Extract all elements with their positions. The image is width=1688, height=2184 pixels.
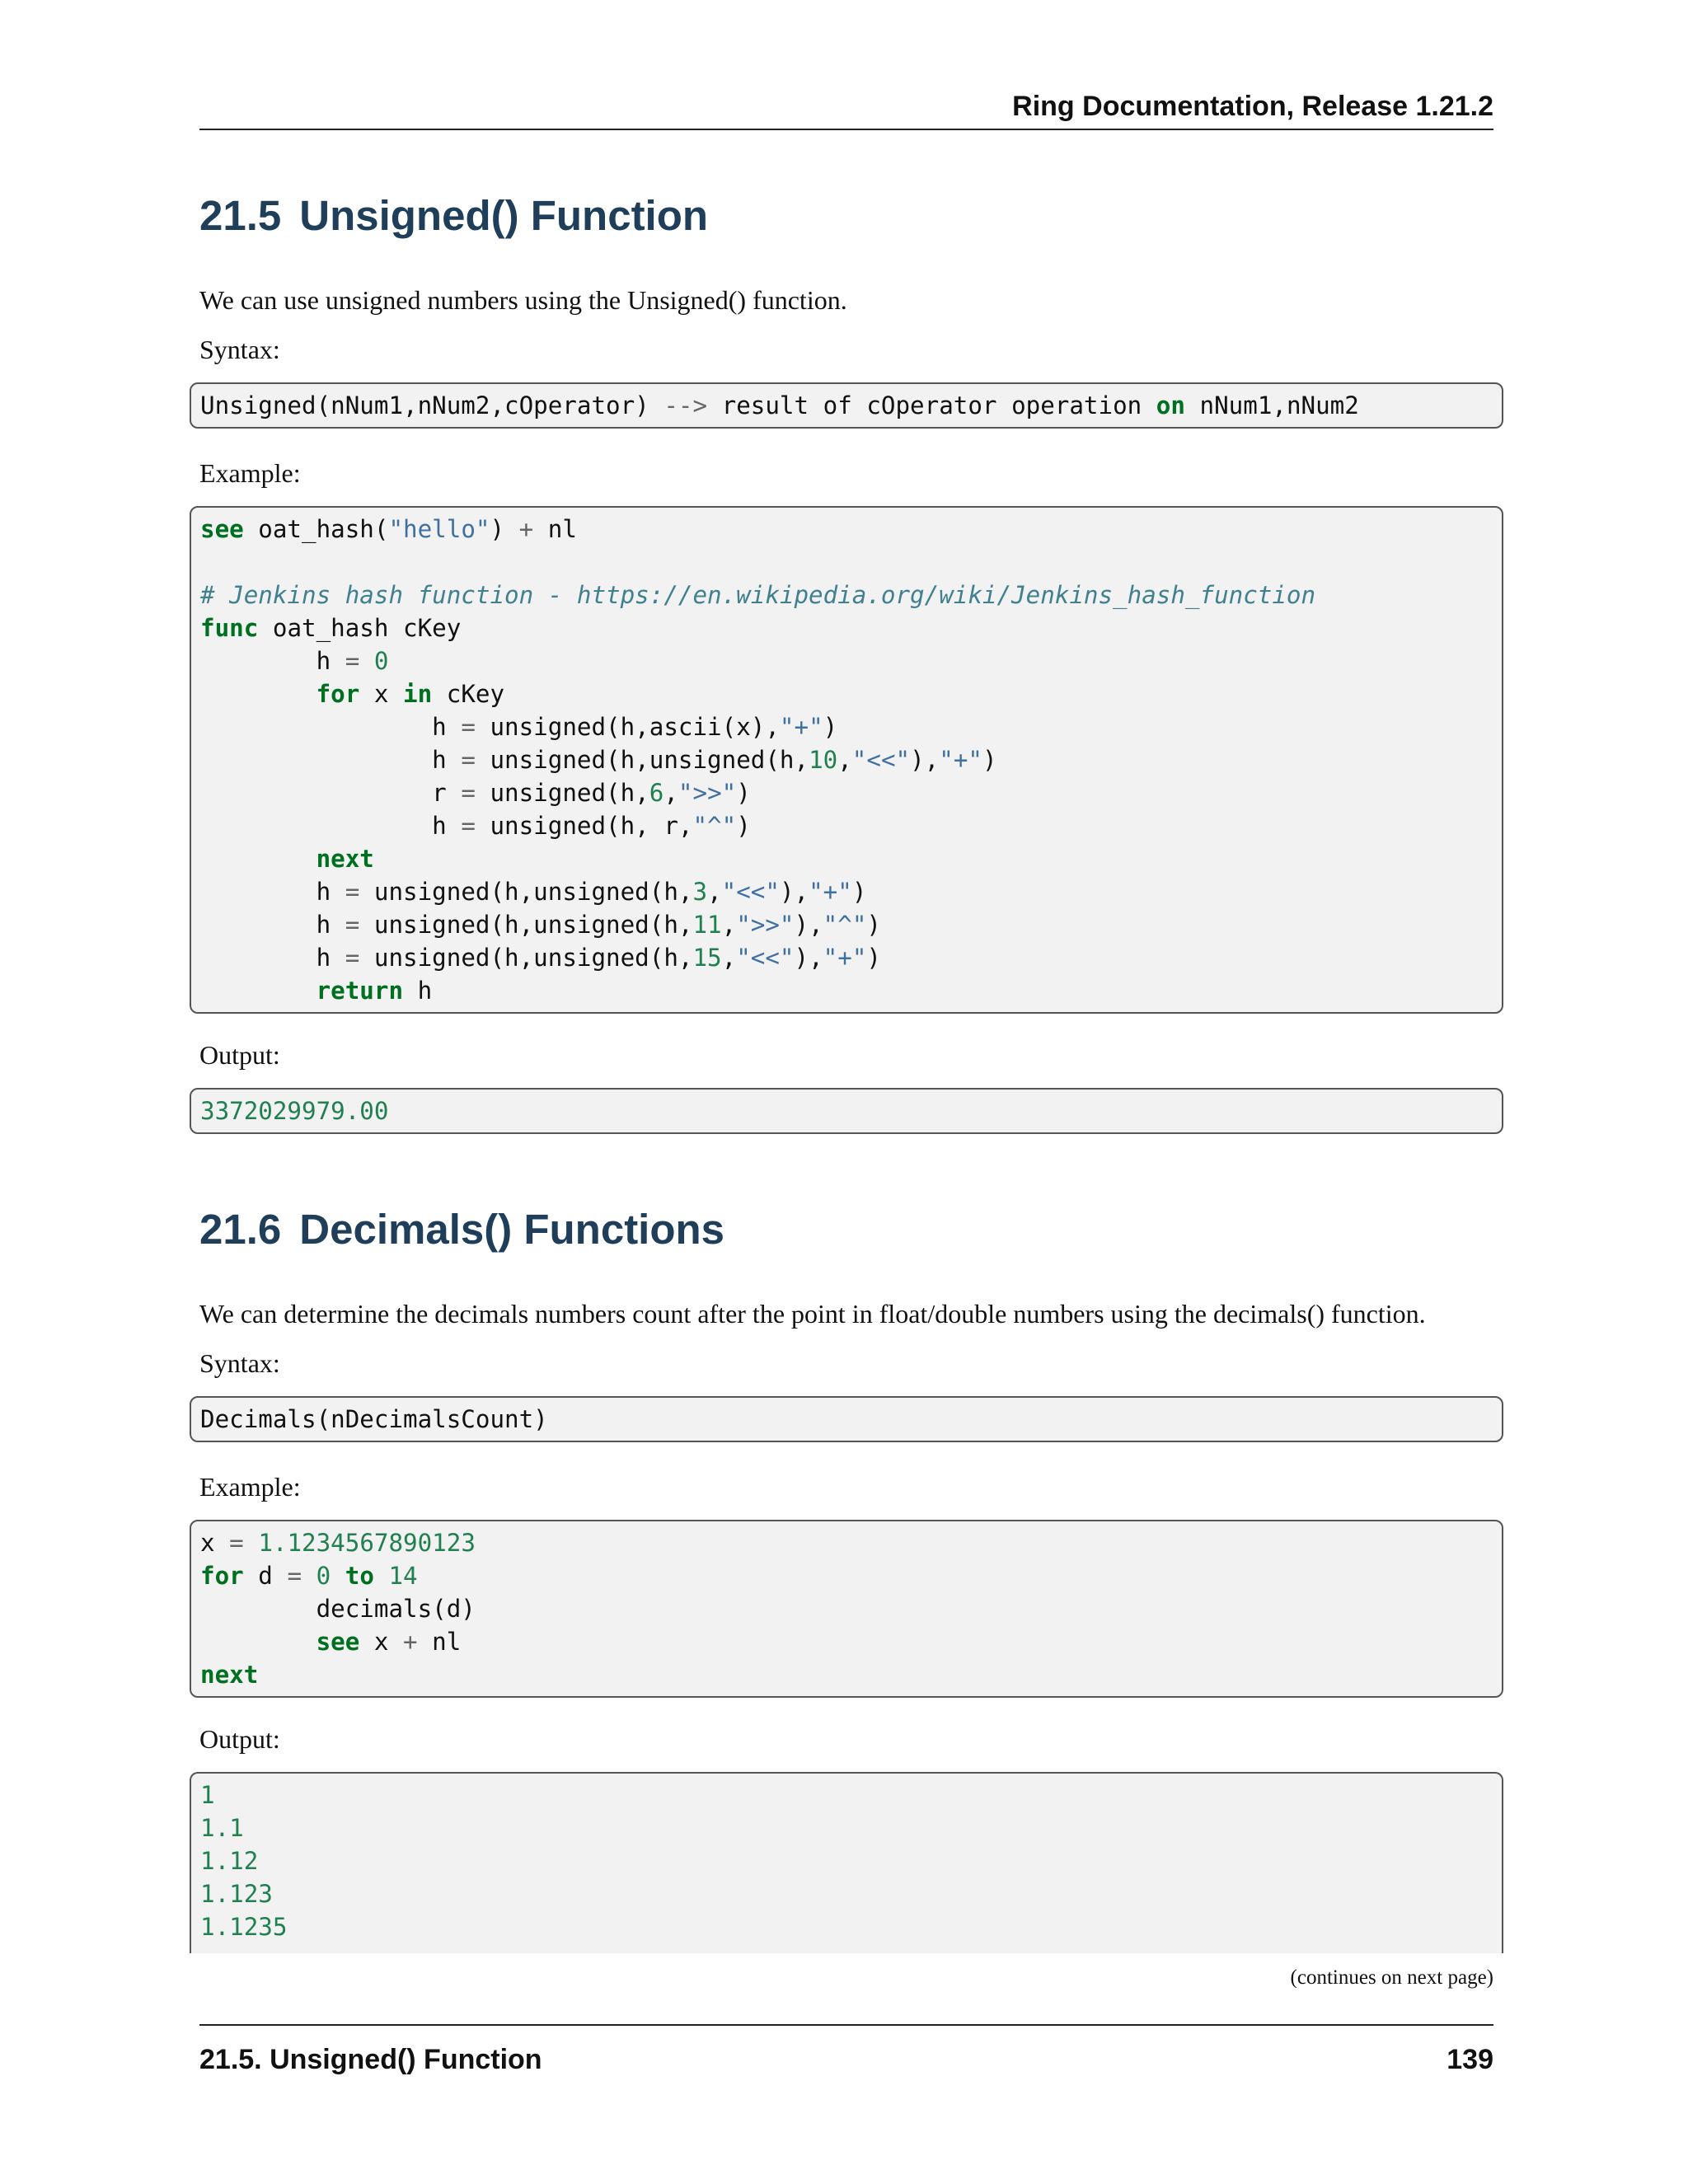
code-text — [200, 1628, 316, 1656]
code-text: result of cOperator operation — [707, 391, 1156, 419]
output-value: 1.123 — [200, 1880, 273, 1908]
syntax-code-block — [190, 1396, 1503, 1442]
code-text: ) — [823, 713, 838, 741]
code-text — [200, 680, 316, 708]
syntax-code-block — [190, 382, 1503, 429]
code-operator: = — [345, 911, 360, 939]
code-text: h — [200, 746, 462, 774]
code-number: 3 — [692, 878, 708, 906]
code-text: ) — [866, 911, 881, 939]
code-line — [200, 1779, 1502, 1811]
output-code-block — [190, 1088, 1503, 1134]
code-text: cKey — [432, 680, 505, 708]
section-title: Unsigned() Function — [299, 192, 709, 239]
code-keyword: func — [200, 614, 259, 642]
code-text: x — [359, 1628, 404, 1656]
code-text — [244, 1529, 259, 1557]
code-line — [200, 1811, 1502, 1844]
output-value: 1.1 — [200, 1814, 244, 1842]
code-text: h — [200, 713, 462, 741]
code-number: 10 — [809, 746, 838, 774]
code-operator: = — [229, 1529, 244, 1557]
example-label: Example: — [199, 1472, 301, 1502]
code-line — [200, 1844, 1502, 1877]
code-operator: = — [461, 779, 476, 807]
code-operator: + — [518, 515, 534, 543]
code-string: "+" — [939, 746, 982, 774]
code-operator: + — [403, 1628, 418, 1656]
code-string: "hello" — [388, 515, 490, 543]
output-value: 1.12 — [200, 1847, 259, 1875]
code-number: 15 — [692, 944, 722, 972]
footer-section-title: 21.5. Unsigned() Function — [199, 2044, 542, 2075]
code-line — [200, 1403, 1502, 1436]
intro-paragraph: We can use unsigned numbers using the Unsigned() function. — [199, 285, 847, 315]
code-string: "+" — [823, 944, 867, 972]
code-text: unsigned(h,unsigned(h, — [359, 878, 693, 906]
code-keyword: on — [1156, 391, 1185, 419]
code-text: nl — [533, 515, 577, 543]
code-text: ) — [736, 812, 751, 840]
code-string: "<<" — [736, 944, 795, 972]
code-line — [200, 677, 1502, 710]
code-text: h — [200, 878, 345, 906]
code-line — [200, 1094, 1502, 1127]
code-text: ) — [736, 779, 751, 807]
code-line — [200, 579, 1502, 612]
code-text: h — [200, 944, 345, 972]
code-number: 6 — [649, 779, 664, 807]
code-string: "<<" — [721, 878, 780, 906]
code-line — [200, 513, 1502, 546]
code-text: ) — [851, 878, 867, 906]
code-operator: = — [461, 713, 476, 741]
code-keyword: next — [316, 845, 374, 873]
code-operator: = — [345, 647, 360, 675]
code-text: ), — [794, 944, 823, 972]
code-text: h — [403, 977, 433, 1005]
code-keyword: to — [345, 1562, 374, 1590]
output-code-block — [190, 1772, 1503, 1953]
section-heading-unsigned — [199, 191, 708, 240]
code-line — [200, 710, 1502, 743]
example-label: Example: — [199, 458, 301, 488]
code-text: , — [721, 911, 737, 939]
code-text: , — [707, 878, 722, 906]
code-text: ) — [866, 944, 881, 972]
code-line — [200, 842, 1502, 875]
example-code-block — [190, 1520, 1503, 1698]
code-string: "^" — [692, 812, 737, 840]
code-operator: = — [461, 746, 476, 774]
code-text: oat_hash cKey — [258, 614, 462, 642]
code-keyword: next — [200, 1661, 259, 1689]
code-operator: --> — [663, 391, 708, 419]
code-text: , — [721, 944, 737, 972]
code-line — [200, 1592, 1502, 1625]
code-line — [200, 776, 1502, 809]
code-line — [200, 1559, 1502, 1592]
code-text — [302, 1562, 316, 1590]
code-text: Unsigned(nNum1,nNum2,cOperator) — [200, 391, 664, 419]
code-line — [200, 1625, 1502, 1658]
header-rule — [199, 129, 1493, 130]
code-line — [200, 974, 1502, 1007]
output-label: Output: — [199, 1724, 280, 1754]
code-text: r — [200, 779, 462, 807]
code-operator: = — [345, 878, 360, 906]
code-text: nl — [417, 1628, 462, 1656]
section-title: Decimals() Functions — [299, 1206, 725, 1253]
code-line — [200, 389, 1502, 422]
code-string: "+" — [779, 713, 823, 741]
code-text: decimals(d) — [200, 1595, 476, 1623]
syntax-label: Syntax: — [199, 1348, 280, 1378]
page-number: 139 — [1447, 2044, 1493, 2075]
code-text: h — [200, 647, 345, 675]
code-text: , — [837, 746, 852, 774]
code-text: unsigned(h,ascii(x), — [475, 713, 780, 741]
code-text: nNum1,nNum2 — [1184, 391, 1359, 419]
code-text: , — [663, 779, 678, 807]
code-text: unsigned(h, r, — [475, 812, 693, 840]
code-line — [200, 644, 1502, 677]
code-line — [200, 546, 1502, 579]
code-text: d — [243, 1562, 288, 1590]
code-text: h — [200, 911, 345, 939]
output-label: Output: — [199, 1040, 280, 1070]
code-text: ), — [794, 911, 823, 939]
code-keyword: for — [200, 1562, 244, 1590]
example-code-block — [190, 506, 1503, 1014]
code-line — [200, 875, 1502, 908]
code-keyword: return — [316, 977, 404, 1005]
code-string: "^" — [823, 911, 867, 939]
code-text: unsigned(h,unsigned(h, — [359, 944, 693, 972]
code-text — [331, 1562, 345, 1590]
code-line — [200, 1526, 1502, 1559]
output-value: 1.1235 — [200, 1913, 288, 1941]
code-text: h — [200, 812, 462, 840]
code-keyword: in — [403, 680, 433, 708]
code-number: 1.1234567890123 — [258, 1529, 476, 1557]
code-number: 14 — [388, 1562, 418, 1590]
code-text: Decimals(nDecimalsCount) — [200, 1405, 548, 1433]
code-operator: = — [461, 812, 476, 840]
code-text: unsigned(h,unsigned(h, — [359, 911, 693, 939]
code-number: 11 — [692, 911, 722, 939]
intro-paragraph: We can determine the decimals numbers count after the point in float/double numbers using the decimals() function. — [199, 1299, 1426, 1329]
code-keyword: see — [316, 1628, 360, 1656]
code-text — [200, 845, 316, 873]
code-text: unsigned(h, — [475, 779, 649, 807]
code-keyword: for — [316, 680, 360, 708]
code-text: unsigned(h,unsigned(h, — [475, 746, 809, 774]
code-string: "<<" — [851, 746, 911, 774]
code-string: "+" — [809, 878, 852, 906]
syntax-label: Syntax: — [199, 335, 280, 364]
code-line — [200, 612, 1502, 644]
code-string: ">>" — [678, 779, 737, 807]
output-value: 1 — [200, 1781, 215, 1809]
code-text: ), — [779, 878, 809, 906]
code-operator: = — [345, 944, 360, 972]
code-text: ) — [982, 746, 997, 774]
output-value: 3372029979.00 — [200, 1097, 389, 1125]
code-text: x — [359, 680, 404, 708]
section-number: 21.6 — [199, 1206, 282, 1253]
code-keyword: see — [200, 515, 244, 543]
code-number: 0 — [373, 647, 389, 675]
continues-note: (continues on next page) — [1290, 1966, 1493, 1989]
section-heading-decimals — [199, 1205, 724, 1254]
footer-rule — [199, 2024, 1493, 2026]
section-number: 21.5 — [199, 192, 282, 239]
code-line — [200, 1658, 1502, 1691]
code-text — [374, 1562, 389, 1590]
code-line — [200, 1910, 1502, 1943]
code-text — [359, 647, 374, 675]
code-string: ">>" — [736, 911, 795, 939]
code-text: ), — [910, 746, 940, 774]
code-line — [200, 809, 1502, 842]
code-line — [200, 941, 1502, 974]
code-line — [200, 1877, 1502, 1910]
code-number: 0 — [316, 1562, 331, 1590]
running-header: Ring Documentation, Release 1.21.2 — [1012, 91, 1493, 122]
code-text: oat_hash( — [243, 515, 389, 543]
code-operator: = — [287, 1562, 302, 1590]
code-comment: # Jenkins hash function - https://en.wikipedia.org/wiki/Jenkins_hash_function — [200, 581, 1316, 609]
code-line — [200, 743, 1502, 776]
code-text: ) — [490, 515, 519, 543]
code-text — [200, 977, 316, 1005]
code-text: x — [200, 1529, 230, 1557]
code-line — [200, 908, 1502, 941]
